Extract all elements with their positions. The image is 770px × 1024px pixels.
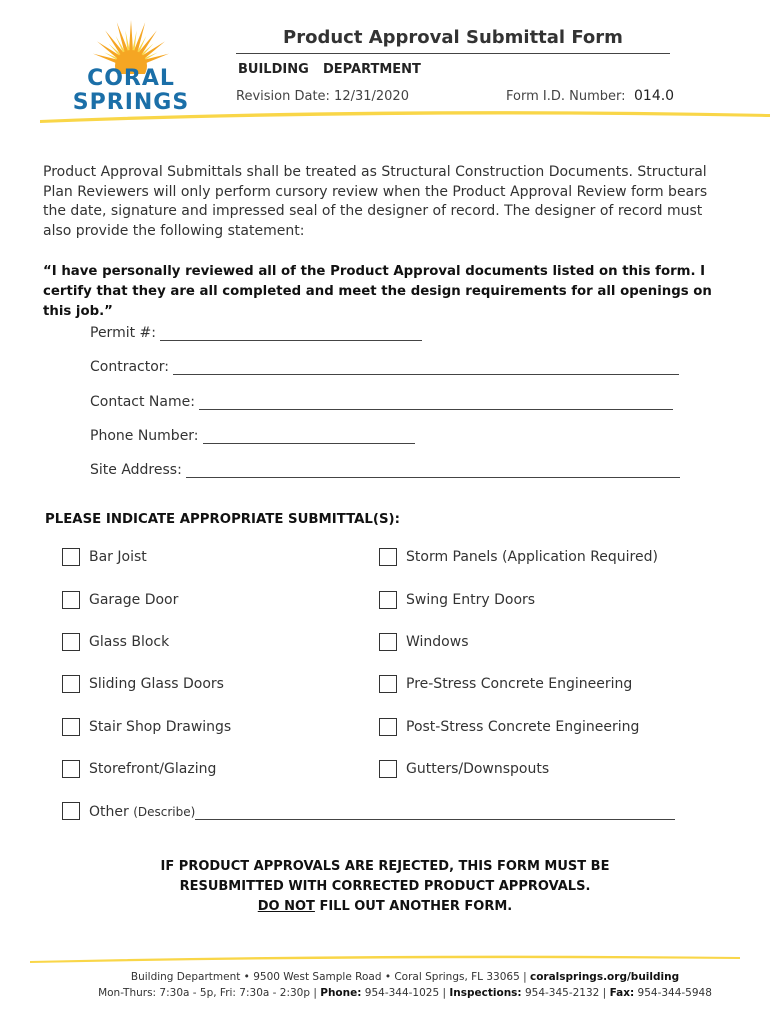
checkbox[interactable] xyxy=(62,675,80,693)
contact-name-input-line[interactable] xyxy=(199,394,673,410)
warning-line-3-rest: FILL OUT ANOTHER FORM. xyxy=(314,899,513,914)
checkbox-row[interactable] xyxy=(379,548,658,566)
checkbox[interactable] xyxy=(379,718,397,736)
site-address-input-line[interactable] xyxy=(186,462,680,478)
checkbox-label: Glass Block xyxy=(89,634,170,650)
footer-phone: 954-344-1025 | xyxy=(361,987,450,999)
checkbox-label: Swing Entry Doors xyxy=(406,592,536,608)
checkbox-label: Sliding Glass Doors xyxy=(89,676,224,692)
checkbox-label: Bar Joist xyxy=(89,549,147,565)
footer-address-line xyxy=(70,969,740,985)
contact-name-label: Contact Name: xyxy=(90,394,195,410)
logo-text-springs: SPRINGS xyxy=(72,90,190,115)
checkbox-label: Post-Stress Concrete Engineering xyxy=(406,719,640,735)
other-checkbox-row[interactable] xyxy=(62,802,675,820)
footer-website-link[interactable]: coralsprings.org/building xyxy=(529,971,680,983)
checkbox-label: Storm Panels (Application Required) xyxy=(406,549,658,565)
checkbox[interactable] xyxy=(62,633,80,651)
checkbox-label: Garage Door xyxy=(89,592,179,608)
checkbox-label: Windows xyxy=(406,634,469,650)
checkbox-row[interactable] xyxy=(379,633,469,651)
checkbox[interactable] xyxy=(62,548,80,566)
coral-springs-logo xyxy=(72,18,190,118)
site-address-field[interactable] xyxy=(90,462,680,478)
footer-phone-label: Phone: xyxy=(320,987,362,999)
intro-paragraph: Product Approval Submittals shall be treated as Structural Construction Documents. Structural Plan Reviewers will only perform cursory review when the Product Approval Review form bears the date, signature and impressed seal of the designer of record. The designer of record must also provide the following statement: xyxy=(43,164,708,239)
department-word-department: DEPARTMENT xyxy=(323,62,421,77)
checkbox[interactable] xyxy=(379,675,397,693)
contractor-label: Contractor: xyxy=(90,359,170,375)
checkbox[interactable] xyxy=(379,591,397,609)
permit-field[interactable] xyxy=(90,325,422,341)
checkbox-row[interactable] xyxy=(62,718,231,736)
footer-fax: 954-344-5948 xyxy=(634,987,712,999)
checkbox-label: Stair Shop Drawings xyxy=(89,719,232,735)
other-describe-hint: (Describe) xyxy=(133,805,196,819)
warning-line-1: IF PRODUCT APPROVALS ARE REJECTED, THIS FORM MUST BE xyxy=(160,859,610,874)
checkbox[interactable] xyxy=(379,760,397,778)
checkbox-row[interactable] xyxy=(379,591,535,609)
footer-wave-decoration xyxy=(0,950,770,966)
other-checkbox[interactable] xyxy=(62,802,80,820)
submittal-section-heading: PLEASE INDICATE APPROPRIATE SUBMITTAL(S): xyxy=(45,512,400,527)
checkbox-label: Gutters/Downspouts xyxy=(406,761,550,777)
checkbox-label: Pre-Stress Concrete Engineering xyxy=(406,676,633,692)
contractor-input-line[interactable] xyxy=(173,359,679,375)
site-address-label: Site Address: xyxy=(90,462,182,478)
phone-number-label: Phone Number: xyxy=(90,428,199,444)
other-label-text: Other xyxy=(89,804,129,820)
footer-hours: Mon-Thurs: 7:30a - 5p, Fri: 7:30a - 2:30p | xyxy=(98,987,321,999)
contact-name-field[interactable] xyxy=(90,394,673,410)
checkbox[interactable] xyxy=(379,633,397,651)
checkbox[interactable] xyxy=(62,760,80,778)
form-id-value: 014.0 xyxy=(634,88,675,104)
department-word-building: BUILDING xyxy=(238,62,309,77)
revision-date: Revision Date: 12/31/2020 xyxy=(236,89,409,104)
form-id-label: Form I.D. Number: xyxy=(506,89,626,104)
logo-text-coral: CORAL xyxy=(87,66,175,91)
rejection-warning xyxy=(140,857,630,917)
checkbox-row[interactable] xyxy=(62,591,178,609)
footer xyxy=(70,969,740,1001)
designer-statement: “I have personally reviewed all of the Product Approval documents listed on this form. I certify that they are all completed and meet the design requirements for all openings on this job.” xyxy=(43,264,712,319)
checkbox-row[interactable] xyxy=(379,675,632,693)
other-label xyxy=(89,804,195,820)
header-wave-decoration xyxy=(0,104,770,126)
warning-line-3 xyxy=(140,897,630,917)
checkbox[interactable] xyxy=(379,548,397,566)
footer-inspections-label: Inspections: xyxy=(449,987,522,999)
other-describe-input-line[interactable] xyxy=(195,803,675,820)
title-divider xyxy=(236,53,670,54)
phone-number-field[interactable] xyxy=(90,428,415,444)
footer-inspections: 954-345-2132 | xyxy=(521,987,610,999)
footer-address: Building Department • 9500 West Sample Road • Coral Springs, FL 33065 | xyxy=(130,971,530,983)
checkbox-row[interactable] xyxy=(62,760,216,778)
permit-label: Permit #: xyxy=(90,325,156,341)
checkbox-row[interactable] xyxy=(62,675,224,693)
footer-fax-label: Fax: xyxy=(609,987,635,999)
phone-number-input-line[interactable] xyxy=(203,428,415,444)
permit-input-line[interactable] xyxy=(160,325,422,341)
checkbox[interactable] xyxy=(62,718,80,736)
checkbox[interactable] xyxy=(62,591,80,609)
checkbox-row[interactable] xyxy=(62,548,147,566)
checkbox-label: Storefront/Glazing xyxy=(89,761,217,777)
checkbox-row[interactable] xyxy=(62,633,169,651)
checkbox-row[interactable] xyxy=(379,718,639,736)
footer-contact-line xyxy=(70,985,740,1001)
do-not-emphasis: DO NOT xyxy=(257,899,315,914)
checkbox-row[interactable] xyxy=(379,760,549,778)
contractor-field[interactable] xyxy=(90,359,679,375)
form-title: Product Approval Submittal Form xyxy=(283,27,623,48)
warning-line-2: RESUBMITTED WITH CORRECTED PRODUCT APPROVALS. xyxy=(179,879,591,894)
